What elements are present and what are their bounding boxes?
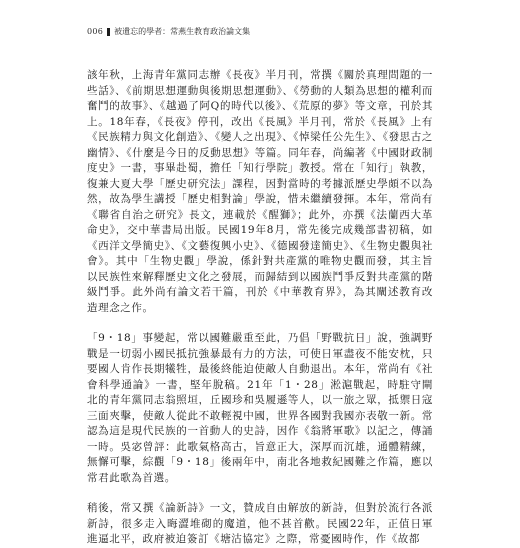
- paragraph: 該年秋，上海青年黨同志辦《長夜》半月刊，常撰《關於真理問題的一些話》、《前期思想運動與後期思想運動》、《勞動的人類為思想的權利而奮鬥的故事》、《越過了阿Q的時代以後》、《荒原的夢》等文章，刊於其上。18年春，《長夜》停刊，改出《長風》半月刊，常於《長風》上有《民族精力與文化創造》、《變人之出現》、《悼梁任公先生》、《發思古之幽情》、《什麼是今日的反動思想》等篇。同年春，尚編著《中國財政制度史》一書，事畢赴蜀，擔任「知行學院」教授。常在「知行」執教，復兼大夏大學「歷史研究法」課程，因對當時的考據派歷史學頗不以為然，故為學生講授「歷史相對論」學說，惜未繼續發揮。本年，常尚有《聯省自治之研究》長文，連載於《醒獅》；此外，亦撰《法蘭西大革命史》，交中華書局出版。民國19年8月，常先後完成幾部書初稿，如《西洋文學簡史》、《文藝復興小史》、《德國發達簡史》、《生物史觀與社會》。其中「生物史觀」學說，係針對共產黨的唯物史觀而發，其主旨以民族性來解釋歷史文化之發展，而歸結到以國族鬥爭反對共產黨的階級鬥爭。此外尚有論文若干篇，刊於《中華教育界》，為其闡述教育改造理念之作。: [87, 69, 433, 314]
- page-number: 006: [87, 27, 104, 36]
- paragraph: 「9・18」事變起，常以國難嚴重至此，乃倡「野戰抗日」說，強調野戰是一切弱小國民抵抗強暴最有力的方法，可使日軍盡夜不能安枕，只要國人肯作長期犧牲，最後終能迫使敵人自動退出。本年，常尚有《社會科學通論》一書，堅年脫稿。21年「1・28」淞滬戰起，時駐守閘北的青年黨同志翁照垣，丘國珍和吳履遜等人，以一旅之眾，抵禦日寇三面夾擊，使敵人從此不敢輕視中國，世界各國對我國亦表敬一新。常認為這是現代民族的一首動人的史詩，因作《翁將軍歌》以記之，傳誦一時。吳宓曾評：此歌氣格高古，旨意正大，深厚而沉雄，通體精練，無懈可擊，綜觀「9・18」後兩年中，南北各地救紀國難之作篇，應以常君此歌為首選。: [87, 332, 433, 484]
- header-divider: [107, 28, 110, 36]
- paragraph: 稍後，常又撰《論新詩》一文，贊成自由解放的新詩，但對於流行各派新詩，很多走入晦澀堆砌的魔道，他不甚首歡。民國22年，正值日軍進逼北平，政府被迫簽訂《塘沽協定》之際，常憂國時作，作《故都: [87, 502, 433, 545]
- running-title: 被遺忘的學者：常燕生教育政治論文集: [114, 27, 251, 36]
- running-header: [87, 26, 447, 37]
- body-text: [87, 68, 433, 548]
